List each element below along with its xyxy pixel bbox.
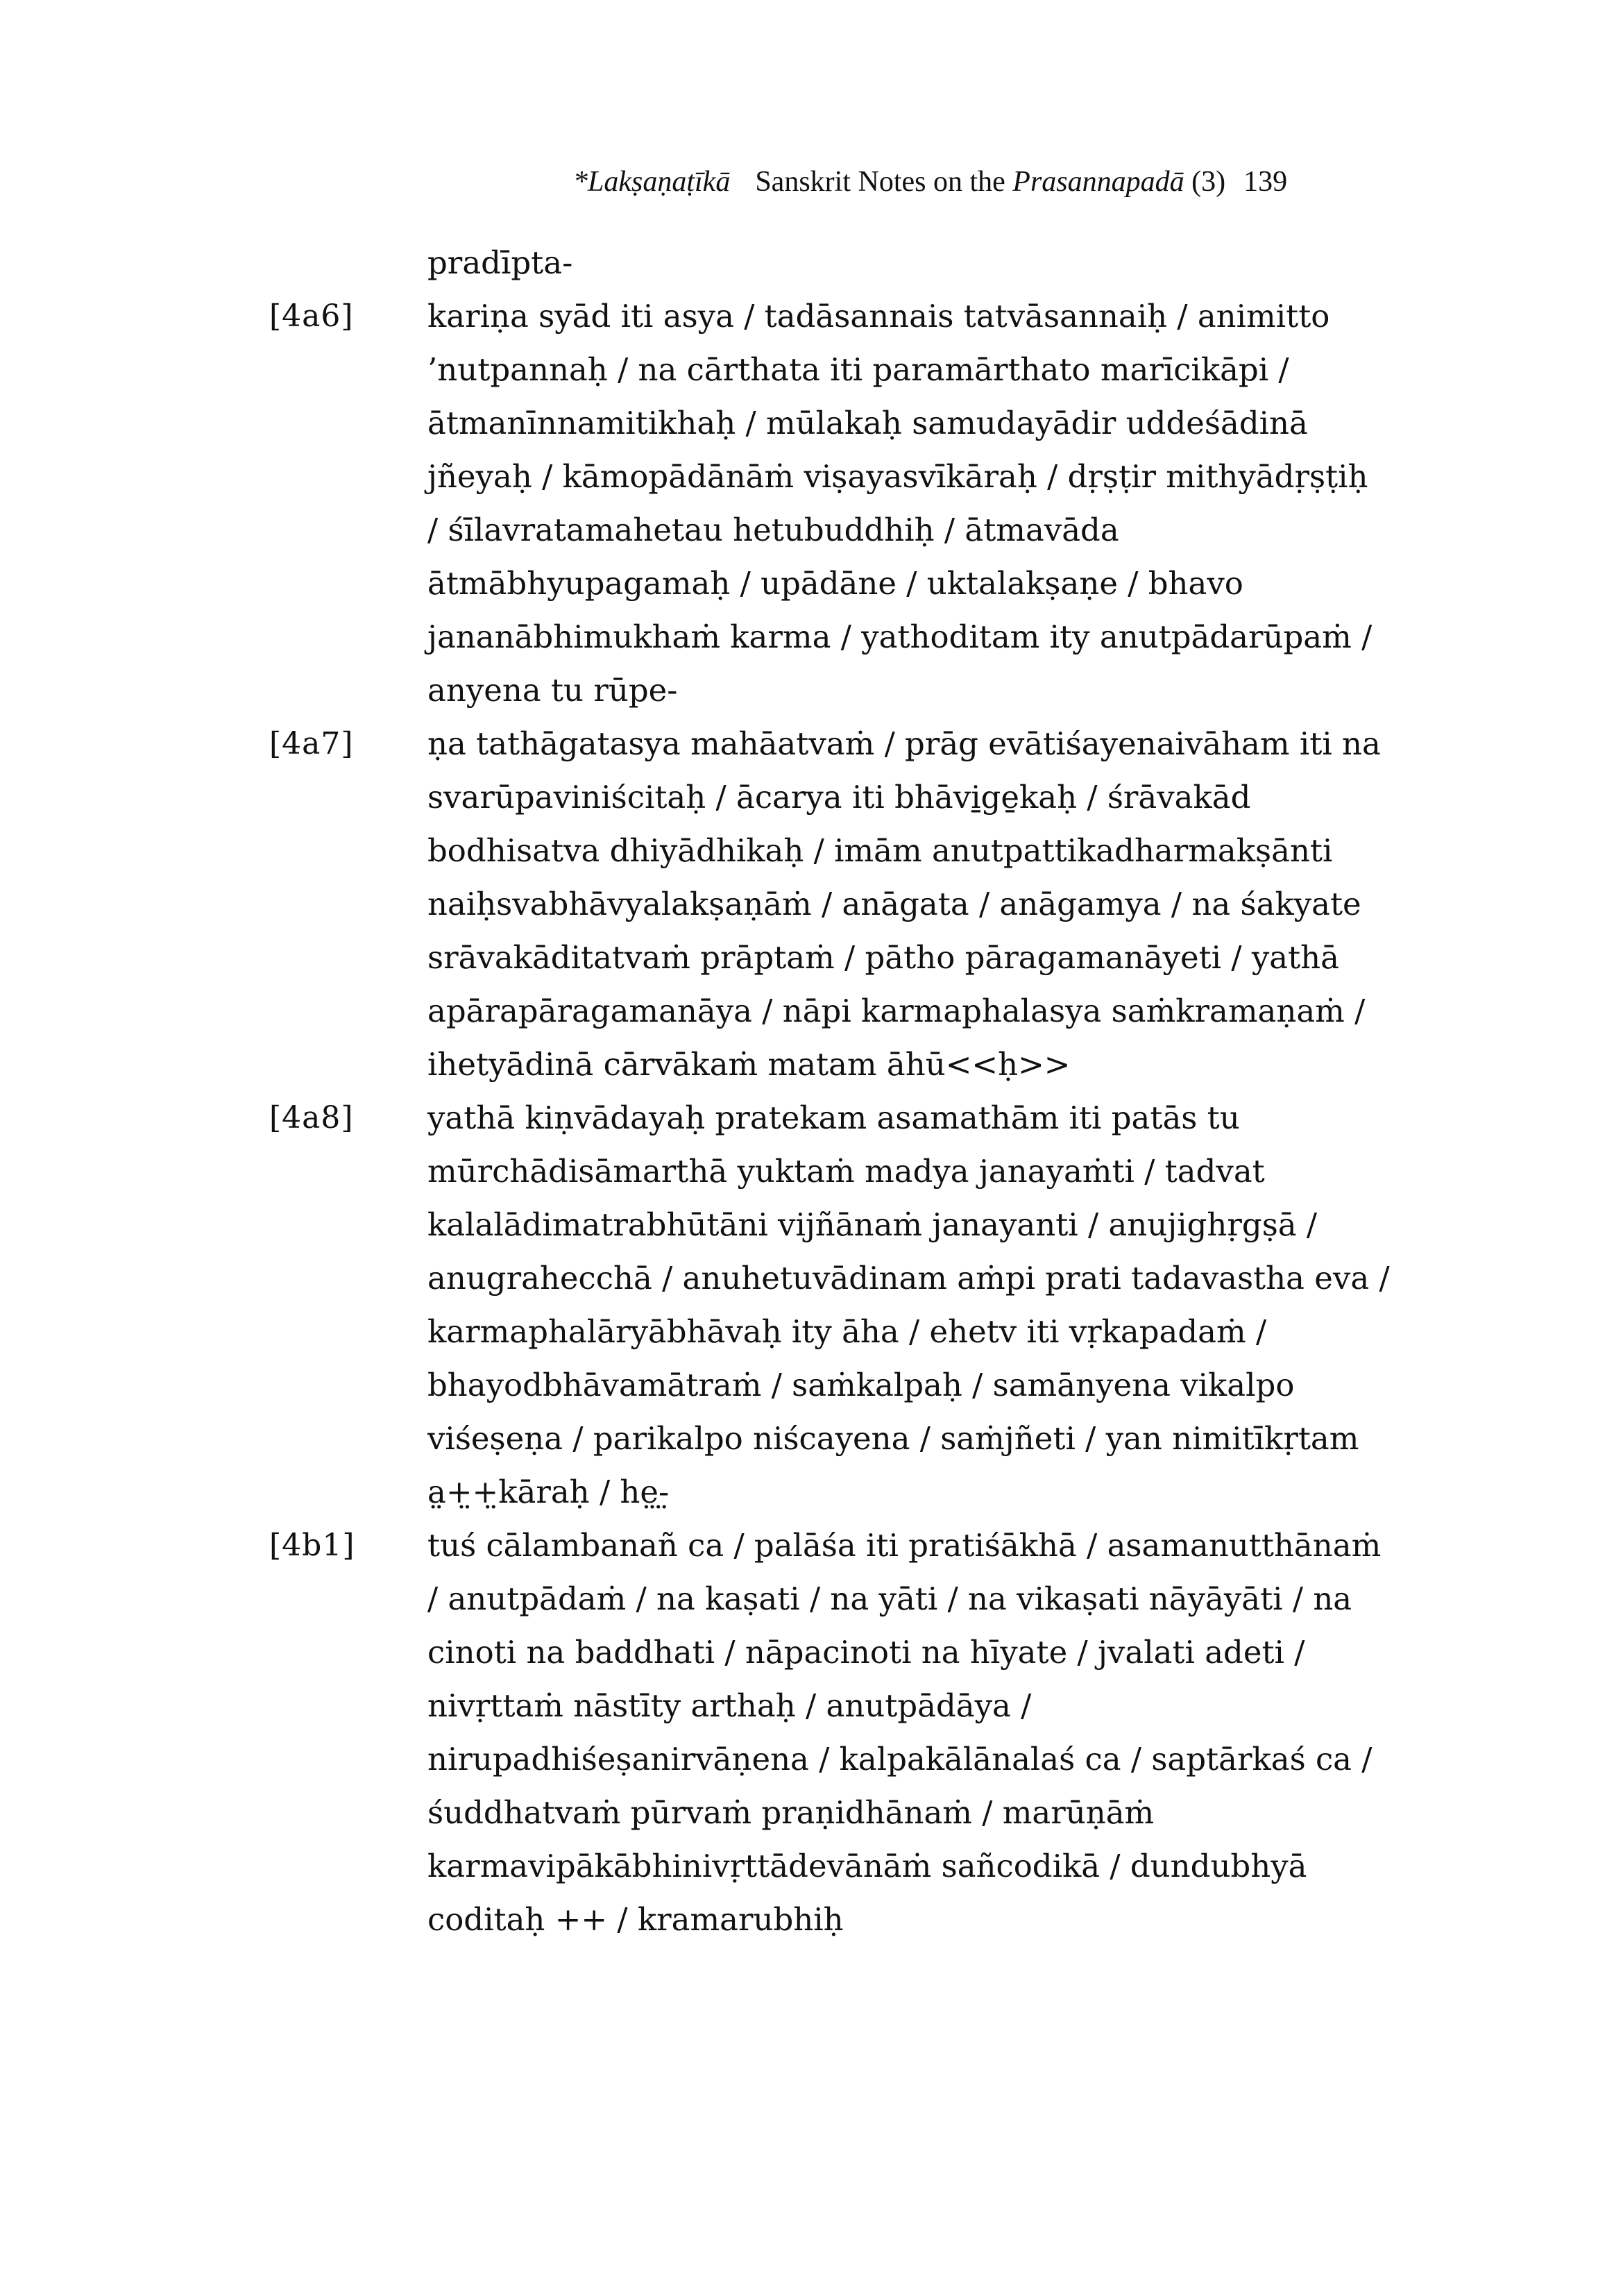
block-text: [427, 289, 1434, 717]
text-line: a̤+̤+̤kāraḥ / he̤-̤: [427, 1474, 670, 1510]
text-line: / anutpādaṁ / na kaṣati / na yāti / na vikaṣati nāyāyāti / na: [427, 1580, 1352, 1617]
text-line: / śīlavratamahetau hetubuddhiḥ / ātmavāda: [427, 512, 1119, 548]
folio-reference: [4a6]: [269, 298, 354, 334]
text-line: nivṛttaṁ nāstīty arthaḥ / anutpādāya /: [427, 1687, 1032, 1724]
text-line: ātmābhyupagamaḥ / upādāne / uktalakṣaṇe / bhavo: [427, 565, 1243, 602]
header-title-prefix: Sanskrit Notes on the: [755, 166, 1013, 198]
text-line: naiḥsvabhāvyalakṣaṇāṁ / anāgata / anāgamya / na śakyate: [427, 886, 1361, 922]
text-block: [0, 1519, 1623, 1946]
running-header: [573, 165, 1406, 199]
text-line: srāvakāditatvaṁ prāptaṁ / pātho pāragamanāyeti / yathā: [427, 939, 1339, 976]
text-line: śuddhatvaṁ pūrvaṁ praṇidhānaṁ / marūṇāṁ: [427, 1794, 1155, 1831]
block-text: [427, 1091, 1434, 1519]
text-line: viśeṣeṇa / parikalpo niścayena / saṁjñeti / yan nimitīkṛtam: [427, 1420, 1359, 1457]
text-line: anyena tu rūpe-: [427, 672, 678, 709]
page-number: 139: [1243, 166, 1288, 198]
folio-reference: [4a7]: [269, 726, 354, 761]
text-line: karmavipākābhinivṛttādevānāṁ sañcodikā / dundubhyā: [427, 1848, 1307, 1884]
text-line: karmaphalāryābhāvaḥ ity āha / ehetv iti vṛkapadaṁ /: [427, 1313, 1267, 1350]
text-line: jñeyaḥ / kāmopādānāṁ viṣayasvīkāraḥ / dṛṣṭir mithyādṛṣṭiḥ: [427, 458, 1368, 495]
text-line: ’nutpannaḥ / na cārthata iti paramārthato marīcikāpi /: [427, 351, 1289, 388]
folio-reference: [4b1]: [269, 1528, 355, 1563]
text-line: kalalādimatrabhūtāni vijñānaṁ janayanti / anujighṛgṣā /: [427, 1206, 1318, 1243]
block-text: [427, 1519, 1434, 1946]
text-line: svarūpaviniścitaḥ / ācarya iti bhāvi̱ge̱kaḥ / śrāvakād: [427, 779, 1251, 816]
text-block: [0, 1091, 1623, 1519]
text-line: kariṇa syād iti asya / tadāsannais tatvāsannaiḥ / animitto: [427, 298, 1330, 335]
header-part-number: (3): [1191, 166, 1226, 198]
text-line: nirupadhiśeṣanirvāṇena / kalpakālānalaś ca / saptārkaś ca /: [427, 1741, 1373, 1778]
text-line: cinoti na baddhati / nāpacinoti na hīyate / jvalati adeti /: [427, 1634, 1305, 1671]
block-text: [427, 236, 1434, 289]
text-block: [0, 236, 1623, 289]
text-line: ātmanīnnamitikhaḥ / mūlakaḥ samudayādir uddeśādinā: [427, 405, 1308, 441]
folio-reference: [4a8]: [269, 1100, 354, 1136]
text-line: yathā kiṇvādayaḥ pratekam asamathām iti patās tu: [427, 1099, 1240, 1136]
text-block: [0, 717, 1623, 1091]
text-line: tuś cālambanañ ca / palāśa iti pratiśākhā / asamanutthānaṁ: [427, 1527, 1382, 1564]
text-block: [0, 289, 1623, 717]
text-line: jananābhimukhaṁ karma / yathoditam ity anutpādarūpaṁ /: [427, 618, 1373, 655]
text-line: bodhisatva dhiyādhikaḥ / imām anutpattikadharmakṣānti: [427, 832, 1333, 869]
text-line: anugrahecchā / anuhetuvādinam aṁpi prati tadavastha eva /: [427, 1260, 1390, 1297]
text-line: coditaḥ ++ / kramarubhiḥ: [427, 1901, 844, 1938]
page-body: [0, 236, 1623, 1946]
text-line: apārapāragamanāya / nāpi karmaphalasya saṁkramaṇaṁ /: [427, 993, 1366, 1029]
header-title-italic: Prasannapadā: [1012, 166, 1184, 198]
block-text: [427, 717, 1434, 1091]
text-line: mūrchādisāmarthā yuktaṁ madya janayaṁti / tadvat: [427, 1153, 1265, 1190]
header-abbreviation: *Lakṣaṇaṭīkā: [573, 166, 731, 198]
text-line: bhayodbhāvamātraṁ / saṁkalpaḥ / samānyena vikalpo: [427, 1367, 1295, 1403]
text-line: ṇa tathāgatasya mahāatvaṁ / prāg evātiśayenaivāham iti na: [427, 725, 1381, 762]
text-line: ihetyādinā cārvākaṁ matam āhū<<ḥ>>: [427, 1046, 1071, 1083]
text-line: pradīpta-: [427, 244, 573, 281]
